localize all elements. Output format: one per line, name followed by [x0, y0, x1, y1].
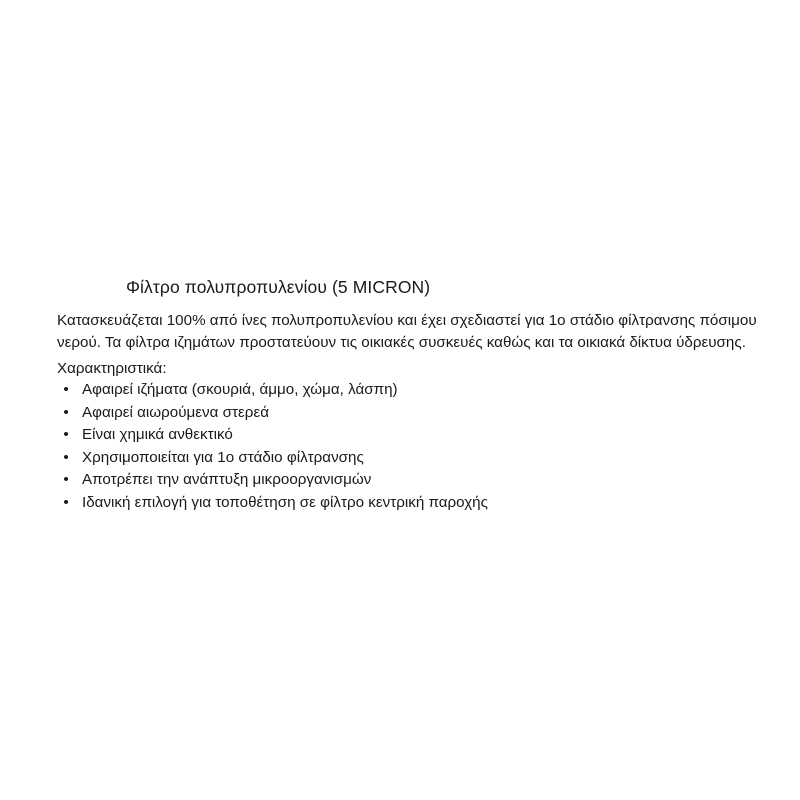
description-line: νερού. Τα φίλτρα ιζημάτων προστατεύουν τις οικιακές συσκευές καθώς και τα οικιακά δίκτυα ύδρευσης. [57, 334, 746, 351]
bullet-icon: • [63, 493, 69, 511]
feature-text: Αποτρέπει την ανάπτυξη μικροοργανισμών [82, 471, 372, 489]
feature-text: Αφαιρεί ιζήματα (σκουριά, άμμο, χώμα, λάσπη) [82, 381, 398, 398]
feature-text: Χρησιμοποιείται για 1ο στάδιο φίλτρανσης [82, 448, 364, 466]
document-title: Φίλτρο πολυπροπυλενίου (5 MICRON) [126, 277, 431, 297]
bullet-icon: • [63, 403, 69, 421]
bullet-icon: • [63, 381, 69, 398]
feature-text: Αφαιρεί αιωρούμενα στερεά [82, 403, 269, 421]
bullet-icon: • [63, 426, 69, 444]
bullet-icon: • [63, 448, 69, 466]
product-description [57, 310, 772, 354]
description-line: Κατασκευάζεται 100% από ίνες πολυπροπυλενίου και έχει σχεδιαστεί για 1ο στάδιο φίλτρανσης πόσιμου [57, 312, 757, 329]
features-heading: Χαρακτηριστικά: [57, 360, 167, 377]
feature-text: Ιδανική επιλογή για τοποθέτηση σε φίλτρο κεντρική παροχής [82, 493, 488, 511]
feature-text: Είναι χημικά ανθεκτικό [82, 426, 233, 444]
bullet-icon: • [63, 471, 69, 489]
